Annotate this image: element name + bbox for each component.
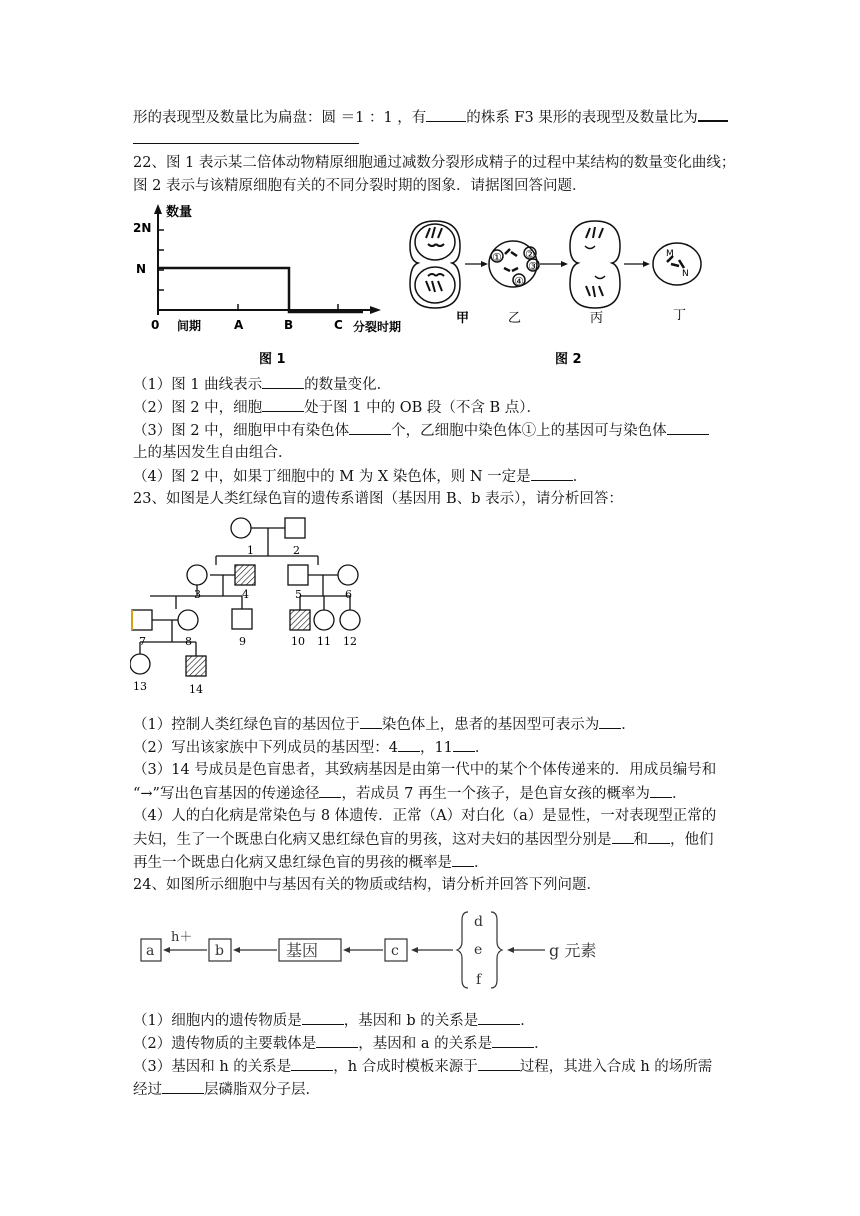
member-label-9: 9 — [239, 635, 246, 648]
member-7 — [132, 610, 152, 630]
q23-sub3-line1: （3）14 号成员是色盲患者，其致病基因是由第一代中的某个个体传递来的．用成员编号和 — [133, 762, 717, 778]
q23-sub3-line2: “→”写出色盲基因的传递途径 ，若成员 7 再生一个孩子，是色盲女孩的概率为 ． — [133, 783, 686, 804]
member-label-3: 3 — [194, 588, 201, 601]
node-b: b — [215, 943, 224, 959]
q22-stem-line2: 图 2 表示与该精原细胞有关的不同分裂时期的图象．请据图回答问题． — [133, 178, 587, 194]
label-h-plus: h＋ — [171, 930, 193, 945]
q21-tail-line: 形的表现型及数量比为扁盘：圆 ＝1 ：1 ，有 的株系 F3 果形的表现型及数量比为 — [133, 106, 728, 128]
x-tick-c: C — [334, 318, 343, 332]
figure-2-caption: 图 2 — [555, 352, 582, 367]
member-5 — [288, 565, 308, 585]
member-2 — [285, 518, 305, 538]
answer-blank[interactable] — [319, 783, 341, 798]
y-axis-label: 数量 — [166, 205, 193, 220]
figure-1-caption: 图 1 — [259, 352, 286, 367]
gene-relationship-diagram — [133, 908, 653, 994]
member-label-2: 2 — [293, 544, 300, 557]
y-tick-n: N — [136, 262, 147, 276]
member-14 — [186, 656, 206, 676]
q23-stem: 23、如图是人类红绿色盲的遗传系谱图（基因用 B、b 表示），请分析回答： — [133, 491, 623, 507]
x-axis-label: 分裂时期 — [353, 320, 402, 334]
node-gene: 基因 — [286, 941, 319, 960]
member-8 — [178, 610, 198, 630]
q24-sub2: （2）遗传物质的主要载体是 ，基因和 a 的关系是 ． — [133, 1033, 549, 1054]
answer-blank[interactable] — [667, 420, 709, 435]
member-4 — [235, 565, 255, 585]
answer-blank[interactable] — [162, 1079, 204, 1094]
chromosome-mark-1: ① — [492, 251, 502, 264]
chromosome-mark-2: ② — [525, 248, 535, 261]
pedigree-chart — [130, 514, 370, 704]
node-e: e — [474, 942, 483, 958]
x-tick-b: B — [284, 318, 294, 332]
chromosome-mark-3: ③ — [528, 260, 538, 273]
answer-blank[interactable] — [349, 420, 391, 435]
node-a: a — [146, 943, 155, 959]
q22-sub2: （2）图 2 中，细胞 处于图 1 中的 OB 段（不含 B 点）． — [133, 397, 541, 418]
member-label-11: 11 — [317, 635, 331, 648]
cell-label-ding: 丁 — [673, 308, 687, 323]
q24-stem: 24、如图所示细胞中与基因有关的物质或结构，请分析并回答下列问题． — [133, 877, 601, 893]
answer-blank[interactable] — [398, 737, 420, 752]
cell-label-yi: 乙 — [508, 311, 522, 326]
q24-sub1: （1）细胞内的遗传物质是 ，基因和 b 的关系是 ． — [133, 1010, 535, 1031]
count-curve — [158, 268, 363, 312]
cell-jia — [410, 221, 460, 308]
member-label-12: 12 — [343, 635, 357, 648]
answer-blank[interactable] — [360, 714, 382, 729]
answer-blank[interactable] — [452, 852, 474, 867]
answer-blank[interactable] — [478, 1010, 520, 1025]
q22-sub3-cont: 上的基因发生自由组合． — [133, 445, 293, 461]
chromosome-letter-n: N — [682, 269, 689, 279]
member-6 — [338, 565, 358, 585]
answer-blank[interactable] — [453, 737, 475, 752]
q23-sub4-line1: （4）人的白化病是常染色与 8 体遗传．正常（A）对白化（a）是显性，一对表现型正常的 — [133, 808, 717, 824]
figure-1-graph — [133, 200, 433, 370]
q24-sub3-line1: （3）基因和 h 的关系是 ，h 合成时模板来源于 过程，其进入合成 h 的场所需 — [133, 1056, 712, 1077]
answer-blank[interactable] — [531, 466, 573, 481]
q22-sub4: （4）图 2 中，如果丁细胞中的 M 为 X 染色体，则 N 一定是 ． — [133, 466, 587, 487]
member-13 — [130, 654, 150, 674]
member-label-5: 5 — [295, 588, 302, 601]
answer-blank[interactable] — [698, 106, 728, 122]
member-label-4: 4 — [242, 588, 249, 601]
member-label-7: 7 — [139, 635, 146, 648]
answer-blank[interactable] — [648, 829, 670, 844]
node-d: d — [474, 914, 483, 930]
member-10 — [290, 610, 310, 630]
answer-blank[interactable] — [650, 783, 672, 798]
q23-sub4-line2: 夫妇，生了一个既患白化病又患红绿色盲的男孩，这对夫妇的基因型分别是 和 ，他们 — [133, 829, 714, 850]
cell-label-bing: 丙 — [590, 311, 604, 326]
answer-blank[interactable] — [316, 1033, 358, 1048]
q22-sub3: （3）图 2 中，细胞甲中有染色体 个，乙细胞中染色体①上的基因可与染色体 — [133, 420, 709, 441]
member-label-8: 8 — [185, 635, 192, 648]
member-label-13: 13 — [133, 680, 147, 693]
x-tick-interphase: 间期 — [177, 319, 202, 333]
member-3 — [187, 565, 207, 585]
q22-sub1: （1）图 1 曲线表示 的数量变化． — [133, 374, 391, 395]
node-c: c — [391, 943, 399, 959]
member-9 — [232, 609, 252, 629]
node-f: f — [476, 972, 482, 988]
answer-blank[interactable] — [599, 714, 621, 729]
member-label-6: 6 — [345, 588, 352, 601]
answer-blank[interactable] — [262, 374, 304, 389]
answer-blank[interactable] — [302, 1010, 344, 1025]
member-label-14: 14 — [189, 683, 203, 696]
answer-blank[interactable] — [426, 107, 466, 122]
member-label-1: 1 — [247, 544, 254, 557]
q23-sub2: （2）写出该家族中下列成员的基因型：4 ，11 ． — [133, 737, 489, 758]
answer-blank[interactable] — [612, 829, 634, 844]
member-11 — [314, 610, 334, 630]
answer-blank[interactable] — [291, 1056, 333, 1071]
q23-sub1: （1）控制人类红绿色盲的基因位于 染色体上，患者的基因型可表示为 ． — [133, 714, 636, 735]
answer-blank[interactable] — [262, 397, 304, 412]
figure-2-cells — [400, 216, 730, 370]
chromosome-letter-m: M — [666, 249, 674, 259]
cell-bing — [570, 221, 620, 308]
member-12 — [340, 610, 360, 630]
cell-ding — [653, 243, 701, 285]
node-g-element: g 元素 — [549, 941, 597, 960]
x-tick-0: 0 — [151, 318, 160, 332]
answer-blank[interactable] — [478, 1056, 520, 1071]
cell-label-jia: 甲 — [456, 311, 470, 326]
q22-stem-line1: 22、图 1 表示某二倍体动物精原细胞通过减数分裂形成精子的过程中某结构的数量变化曲线； — [133, 155, 736, 171]
member-label-10: 10 — [291, 635, 305, 648]
chromosome-mark-4: ④ — [514, 275, 524, 288]
answer-blank[interactable] — [492, 1033, 534, 1048]
answer-blank-long[interactable] — [133, 143, 359, 144]
x-tick-a: A — [234, 318, 244, 332]
y-tick-2n: 2N — [133, 221, 152, 235]
q24-sub3-line2: 经过 层磷脂双分子层． — [133, 1079, 320, 1100]
member-1 — [231, 518, 251, 538]
q23-sub4-line3: 再生一个既患白化病又患红绿色盲的男孩的概率是 ． — [133, 852, 489, 873]
